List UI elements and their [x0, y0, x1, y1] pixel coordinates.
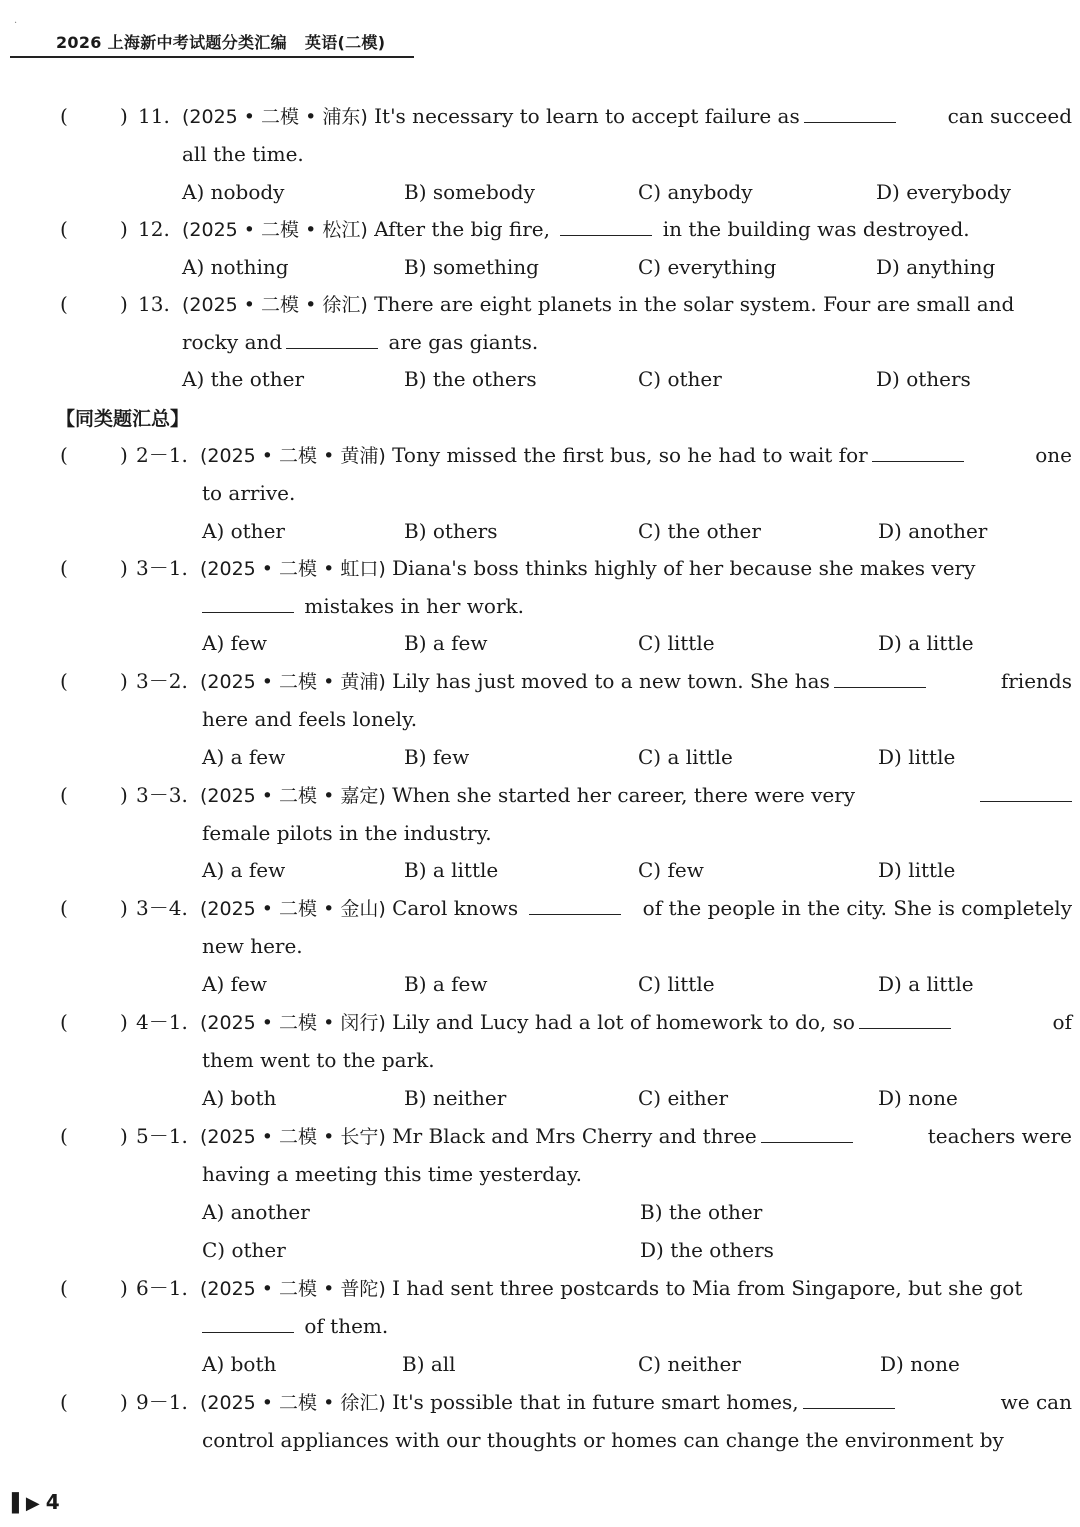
stem-text-after: friends — [1000, 669, 1072, 693]
page-header — [56, 30, 385, 53]
option-a[interactable]: A) nothing — [182, 255, 289, 279]
page-arrow-icon: ▌▶ — [12, 1493, 40, 1514]
answer-paren-open: ( — [60, 104, 68, 128]
stem-text: rocky and — [182, 330, 283, 354]
stem-text-after: mistakes in her work. — [304, 594, 524, 618]
option-a[interactable]: A) a few — [202, 858, 286, 882]
stem-text: Lily and Lucy had a lot of homework to do, so — [392, 1010, 855, 1034]
option-a[interactable]: A) few — [202, 631, 267, 655]
answer-blank[interactable] — [761, 1141, 853, 1143]
header-rule — [10, 56, 414, 58]
answer-paren-open: ( — [60, 1276, 68, 1300]
stem-continuation — [182, 330, 538, 354]
answer-paren-close: ) — [120, 104, 128, 128]
stem-text: It's possible that in future smart homes, — [392, 1390, 799, 1414]
stem-text: There are eight planets in the solar system. Four are small and — [374, 292, 1015, 316]
header-title: 2026 上海新中考试题分类汇编 — [56, 33, 287, 52]
question-number: 3－4. — [136, 896, 188, 920]
stem-continuation: to arrive. — [202, 481, 296, 505]
stem-text-after: can succeed — [947, 104, 1072, 128]
option-c[interactable]: C) neither — [638, 1352, 741, 1376]
question-number: 13. — [138, 292, 170, 316]
answer-paren-close: ) — [120, 1010, 128, 1034]
question-source: (2025 • 二模 • 闵行) — [200, 1012, 386, 1034]
question-stem — [200, 1124, 1072, 1148]
question-stem — [200, 896, 1072, 920]
question-number: 11. — [138, 104, 170, 128]
option-d[interactable]: D) none — [878, 1086, 958, 1110]
stem-text: Lily has just moved to a new town. She has — [392, 669, 830, 693]
question-stem — [200, 1276, 1072, 1300]
option-c[interactable]: C) the other — [638, 519, 761, 543]
option-b[interactable]: B) somebody — [404, 180, 535, 204]
stem-text: Mr Black and Mrs Cherry and three — [392, 1124, 757, 1148]
answer-paren-open: ( — [60, 556, 68, 580]
stem-text: I had sent three postcards to Mia from Singapore, but she got — [392, 1276, 1023, 1300]
answer-paren-open: ( — [60, 669, 68, 693]
answer-blank[interactable] — [286, 347, 378, 349]
answer-blank[interactable] — [560, 234, 652, 236]
stem-continuation: new here. — [202, 934, 303, 958]
question-source: (2025 • 二模 • 黄浦) — [200, 671, 386, 693]
question-number: 3－1. — [136, 556, 188, 580]
question-stem — [182, 104, 1072, 128]
question-number: 3－3. — [136, 783, 188, 807]
question-number: 6－1. — [136, 1276, 188, 1300]
answer-paren-close: ) — [120, 783, 128, 807]
answer-paren-close: ) — [120, 556, 128, 580]
stem-text: Diana's boss thinks highly of her because she makes very — [392, 556, 976, 580]
scan-mark: · — [14, 18, 18, 29]
option-c[interactable]: C) everything — [638, 255, 777, 279]
option-a[interactable]: A) another — [202, 1200, 310, 1224]
answer-paren-close: ) — [120, 1276, 128, 1300]
answer-blank[interactable] — [202, 1331, 294, 1333]
answer-paren-close: ) — [120, 896, 128, 920]
stem-text-after: of them. — [304, 1314, 389, 1338]
answer-blank[interactable] — [859, 1027, 951, 1029]
stem-text: Tony missed the first bus, so he had to wait for — [392, 443, 868, 467]
stem-text-after: teachers were — [927, 1124, 1072, 1148]
question-number: 5－1. — [136, 1124, 188, 1148]
option-d[interactable]: D) the others — [640, 1238, 774, 1262]
stem-text: control appliances with our thoughts or homes can change the environment by — [202, 1428, 1004, 1452]
question-source: (2025 • 二模 • 长宁) — [200, 1126, 386, 1148]
option-a[interactable]: A) nobody — [182, 180, 285, 204]
question-stem — [200, 669, 1072, 693]
option-d[interactable]: D) another — [878, 519, 988, 543]
question-stem — [182, 292, 1072, 316]
option-b[interactable]: B) a little — [404, 858, 499, 882]
option-b[interactable]: B) all — [402, 1352, 456, 1376]
stem-continuation: them went to the park. — [202, 1048, 435, 1072]
answer-paren-open: ( — [60, 1124, 68, 1148]
option-c[interactable]: C) either — [638, 1086, 729, 1110]
answer-paren-open: ( — [60, 443, 68, 467]
section-heading: 【同类题汇总】 — [56, 408, 190, 430]
option-a[interactable]: A) few — [202, 972, 267, 996]
stem-text-after: of the people in the city. She is completely — [642, 896, 1072, 920]
stem-continuation — [202, 1314, 388, 1338]
stem-text-after: we can — [1000, 1390, 1072, 1414]
question-source: (2025 • 二模 • 松江) — [182, 219, 368, 241]
answer-blank[interactable] — [202, 611, 294, 613]
option-d[interactable]: D) a little — [878, 972, 974, 996]
option-c[interactable]: C) other — [638, 367, 722, 391]
stem-text: Carol knows — [392, 896, 519, 920]
question-source: (2025 • 二模 • 徐汇) — [200, 1392, 386, 1414]
question-stem — [200, 1390, 1072, 1414]
option-a[interactable]: A) both — [202, 1352, 277, 1376]
answer-paren-open: ( — [60, 896, 68, 920]
option-d[interactable]: D) everybody — [876, 180, 1011, 204]
option-a[interactable]: A) the other — [182, 367, 305, 391]
stem-continuation: here and feels lonely. — [202, 707, 418, 731]
stem-text-after: one — [1035, 443, 1072, 467]
option-c[interactable]: C) a little — [638, 745, 733, 769]
option-c[interactable]: C) little — [638, 972, 715, 996]
question-source: (2025 • 二模 • 金山) — [200, 898, 386, 920]
option-c[interactable]: C) anybody — [638, 180, 753, 204]
answer-paren-close: ) — [120, 669, 128, 693]
option-b[interactable]: B) neither — [404, 1086, 507, 1110]
answer-paren-close: ) — [120, 1124, 128, 1148]
stem-continuation — [202, 1428, 1072, 1452]
answer-paren-close: ) — [120, 1390, 128, 1414]
stem-text-after: are gas giants. — [388, 330, 539, 354]
question-source: (2025 • 二模 • 黄浦) — [200, 445, 386, 467]
option-d[interactable]: D) little — [878, 745, 956, 769]
stem-text-after: in the building was destroyed. — [662, 217, 970, 241]
page-number: 4 — [45, 1490, 60, 1514]
question-source: (2025 • 二模 • 普陀) — [200, 1278, 386, 1300]
option-a[interactable]: A) other — [202, 519, 285, 543]
option-d[interactable]: D) anything — [876, 255, 996, 279]
question-number: 4－1. — [136, 1010, 188, 1034]
stem-text: When she started her career, there were very — [392, 783, 856, 807]
answer-blank[interactable] — [834, 686, 926, 688]
answer-paren-open: ( — [60, 292, 68, 316]
stem-continuation — [202, 594, 524, 618]
option-d[interactable]: D) none — [880, 1352, 960, 1376]
option-d[interactable]: D) a little — [878, 631, 974, 655]
answer-paren-close: ) — [120, 217, 128, 241]
question-number: 9－1. — [136, 1390, 188, 1414]
answer-paren-open: ( — [60, 217, 68, 241]
option-b[interactable]: B) others — [404, 519, 498, 543]
question-stem — [200, 556, 1072, 580]
answer-paren-open: ( — [60, 1010, 68, 1034]
option-c[interactable]: C) little — [638, 631, 715, 655]
answer-paren-close: ) — [120, 292, 128, 316]
question-number: 12. — [138, 217, 170, 241]
option-c[interactable]: C) few — [638, 858, 704, 882]
page-footer — [12, 1490, 60, 1514]
answer-paren-open: ( — [60, 783, 68, 807]
option-a[interactable]: A) a few — [202, 745, 286, 769]
answer-blank[interactable] — [980, 800, 1072, 802]
question-number: 3－2. — [136, 669, 188, 693]
option-a[interactable]: A) both — [202, 1086, 277, 1110]
stem-continuation: female pilots in the industry. — [202, 821, 492, 845]
question-stem — [200, 1010, 1072, 1034]
option-b[interactable]: B) the others — [404, 367, 537, 391]
stem-text: It's necessary to learn to accept failure as — [374, 104, 800, 128]
question-stem — [200, 443, 1072, 467]
stem-text: After the big fire, — [374, 217, 550, 241]
answer-blank[interactable] — [804, 121, 896, 123]
answer-paren-close: ) — [120, 443, 128, 467]
stem-continuation: all the time. — [182, 142, 304, 166]
option-d[interactable]: D) others — [876, 367, 971, 391]
option-c[interactable]: C) other — [202, 1238, 286, 1262]
option-b[interactable]: B) few — [404, 745, 470, 769]
answer-blank[interactable] — [803, 1407, 895, 1409]
option-b[interactable]: B) a few — [404, 631, 488, 655]
answer-paren-open: ( — [60, 1390, 68, 1414]
header-subject: 英语(二模) — [304, 33, 386, 52]
question-source: (2025 • 二模 • 嘉定) — [200, 785, 386, 807]
stem-text-after: of — [1052, 1010, 1072, 1034]
option-b[interactable]: B) the other — [640, 1200, 763, 1224]
answer-blank[interactable] — [529, 913, 621, 915]
answer-blank[interactable] — [872, 460, 964, 462]
question-source: (2025 • 二模 • 徐汇) — [182, 294, 368, 316]
option-d[interactable]: D) little — [878, 858, 956, 882]
question-source: (2025 • 二模 • 浦东) — [182, 106, 368, 128]
question-number: 2－1. — [136, 443, 188, 467]
stem-continuation: having a meeting this time yesterday. — [202, 1162, 583, 1186]
option-b[interactable]: B) something — [404, 255, 539, 279]
option-b[interactable]: B) a few — [404, 972, 488, 996]
question-source: (2025 • 二模 • 虹口) — [200, 558, 386, 580]
question-stem — [200, 783, 1072, 807]
question-stem — [182, 217, 970, 241]
